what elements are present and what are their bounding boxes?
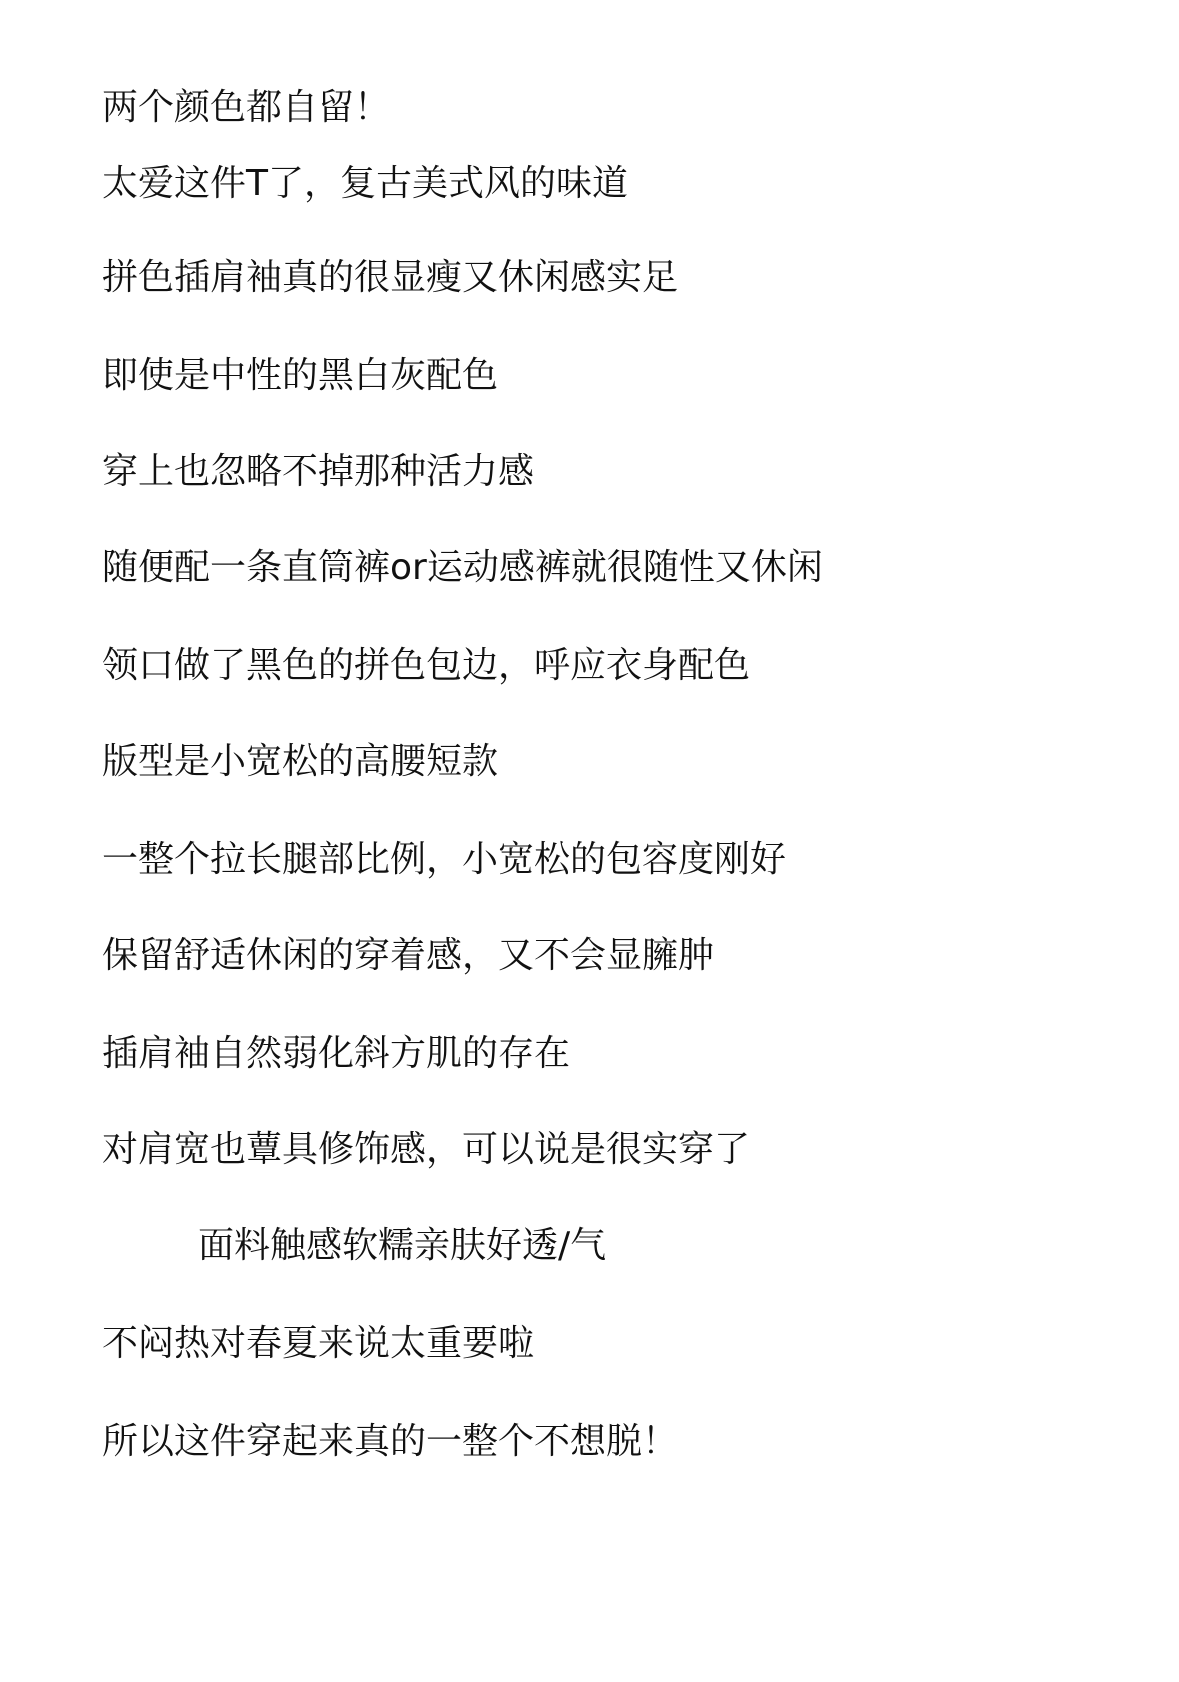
- text-line-8: 版型是小宽松的高腰短款: [102, 741, 499, 782]
- text-line-6: 随便配一条直筒裤or运动感裤就很随性又休闲: [102, 547, 823, 588]
- text-line-5: 穿上也忽略不掉那种活力感: [102, 451, 535, 492]
- text-line-12: 对肩宽也蕈具修饰感，可以说是很实穿了: [102, 1129, 751, 1170]
- text-line-1: 两个颜色都自留！: [102, 87, 391, 128]
- text-line-9: 一整个拉长腿部比例，小宽松的包容度刚好: [102, 839, 787, 880]
- text-line-14: 不闷热对春夏来说太重要啦: [102, 1323, 535, 1364]
- text-line-10: 保留舒适休闲的穿着感，又不会显臃肿: [102, 935, 715, 976]
- text-line-15: 所以这件穿起来真的一整个不想脱！: [102, 1421, 679, 1462]
- text-line-2: 太爱这件T了，复古美式风的味道: [102, 163, 628, 204]
- text-line-13: 面料触感软糯亲肤好透/气: [198, 1225, 607, 1266]
- text-line-3: 拼色插肩袖真的很显瘦又休闲感实足: [102, 257, 679, 298]
- text-line-4: 即使是中性的黑白灰配色: [102, 355, 499, 396]
- text-line-7: 领口做了黑色的拼色包边，呼应衣身配色: [102, 645, 751, 686]
- text-line-11: 插肩袖自然弱化斜方肌的存在: [102, 1033, 571, 1074]
